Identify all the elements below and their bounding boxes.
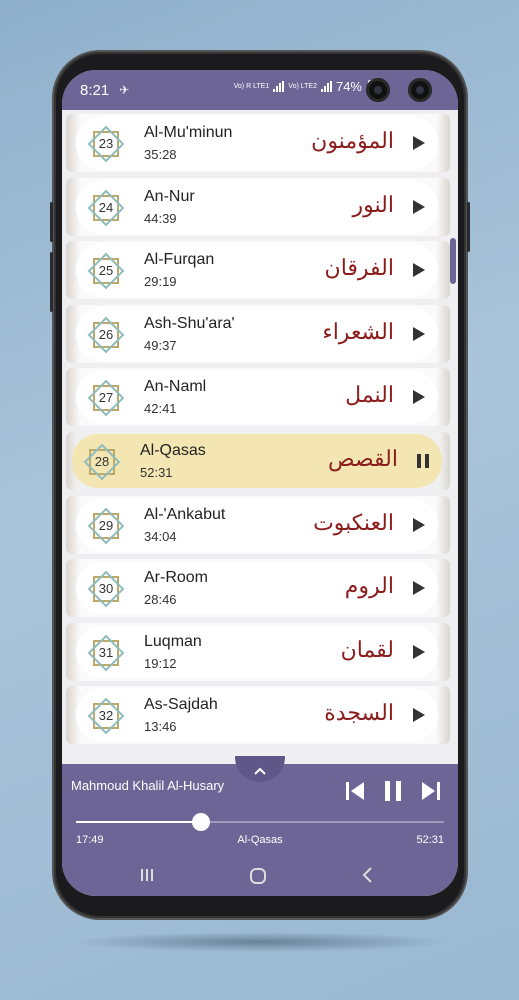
surah-arabic-name: القصص <box>328 447 398 472</box>
surah-name: Ar-Room <box>144 569 209 587</box>
power-button <box>467 202 470 252</box>
play-icon[interactable] <box>412 707 426 723</box>
surah-number: 31 <box>98 644 114 660</box>
surah-name: Al-'Ankabut <box>144 505 226 523</box>
surah-duration: 19:12 <box>144 655 177 671</box>
surah-duration: 44:39 <box>144 210 177 226</box>
scrollbar[interactable] <box>450 238 456 284</box>
surah-duration: 35:28 <box>144 147 177 162</box>
surah-number: 32 <box>98 708 114 724</box>
surah-card[interactable] <box>76 116 438 170</box>
surah-card[interactable] <box>76 498 438 552</box>
volume-button <box>50 202 53 242</box>
surah-duration: 28:46 <box>144 592 177 608</box>
surah-name: As-Sajdah <box>144 696 218 714</box>
surah-name: An-Naml <box>144 378 207 396</box>
surah-number-badge <box>86 696 126 736</box>
surah-arabic-name: السجدة <box>324 701 394 727</box>
surah-number-badge <box>86 378 126 418</box>
surah-number: 26 <box>98 326 114 342</box>
surah-duration: 49:37 <box>144 337 177 353</box>
list-item[interactable] <box>66 559 450 617</box>
chevron-up-icon[interactable] <box>253 766 267 776</box>
surah-card[interactable] <box>76 625 438 679</box>
play-icon[interactable] <box>412 389 426 405</box>
surah-name: Al-Qasas <box>140 442 206 459</box>
signal-icon-2 <box>321 81 332 92</box>
surah-number-badge <box>86 315 126 355</box>
system-nav-bar <box>62 858 458 896</box>
notification-icon: ✈ <box>119 83 130 97</box>
surah-list[interactable] <box>62 110 458 764</box>
surah-arabic-name: الروم <box>344 574 394 600</box>
surah-arabic-name: العنكبوت <box>313 510 394 536</box>
surah-arabic-name: المؤمنون <box>311 129 394 154</box>
surah-name: Ash-Shu'ara' <box>144 314 235 332</box>
surah-arabic-name: الفرقان <box>324 256 394 282</box>
surah-number-badge <box>86 506 126 546</box>
play-icon[interactable] <box>412 644 426 660</box>
surah-duration: 29:19 <box>144 274 177 290</box>
list-item[interactable] <box>66 623 450 681</box>
surah-number: 23 <box>98 136 114 151</box>
surah-number-badge <box>82 442 122 482</box>
surah-number: 29 <box>98 517 114 533</box>
surah-card[interactable] <box>76 561 438 615</box>
surah-duration: 34:04 <box>144 528 177 544</box>
surah-card[interactable] <box>76 180 438 234</box>
surah-duration: 52:31 <box>140 465 173 480</box>
surah-duration: 13:46 <box>144 719 177 735</box>
play-icon[interactable] <box>412 326 426 342</box>
play-icon[interactable] <box>412 199 426 215</box>
surah-card[interactable] <box>76 243 438 297</box>
play-icon[interactable] <box>412 580 426 596</box>
player-bar <box>62 764 458 896</box>
front-camera-2 <box>408 78 432 102</box>
skip-next-icon[interactable] <box>420 780 442 802</box>
surah-number: 27 <box>98 390 114 406</box>
list-item[interactable] <box>66 178 450 236</box>
signal-icon <box>273 81 284 92</box>
list-item[interactable] <box>66 686 450 744</box>
phone-shadow <box>70 932 450 952</box>
surah-arabic-name: النمل <box>345 383 394 409</box>
surah-arabic-name: لقمان <box>340 637 394 663</box>
seek-bar[interactable] <box>76 821 444 823</box>
play-icon[interactable] <box>412 517 426 533</box>
reciter-name: Mahmoud Khalil Al-Husary <box>71 778 225 793</box>
home-icon[interactable] <box>248 866 268 886</box>
status-bar <box>62 70 458 110</box>
surah-arabic-name: النور <box>352 192 394 218</box>
play-icon[interactable] <box>412 262 426 278</box>
surah-arabic-name: الشعراء <box>322 319 394 345</box>
pause-icon[interactable] <box>382 780 404 802</box>
play-icon[interactable] <box>412 135 426 151</box>
seek-progress <box>76 821 201 823</box>
track-title: Al-Qasas <box>237 834 283 846</box>
back-icon[interactable] <box>360 866 376 884</box>
skip-previous-icon[interactable] <box>344 780 366 802</box>
surah-number-badge <box>86 188 126 228</box>
list-item[interactable] <box>66 496 450 554</box>
surah-number: 28 <box>94 454 110 469</box>
recents-icon[interactable] <box>138 866 156 884</box>
surah-card[interactable] <box>72 434 442 488</box>
screen <box>62 70 458 896</box>
surah-card[interactable] <box>76 370 438 424</box>
network-label-2: Vo) LTE2 <box>288 83 317 90</box>
surah-name: Al-Mu'minun <box>144 124 233 141</box>
status-time: 8:21 <box>80 81 110 99</box>
surah-name: An-Nur <box>144 187 195 205</box>
total-time: 52:31 <box>416 834 444 846</box>
list-item[interactable] <box>66 114 450 172</box>
surah-number-badge <box>86 569 126 609</box>
surah-name: Luqman <box>144 632 202 650</box>
surah-card[interactable] <box>76 688 438 742</box>
surah-number: 30 <box>98 581 114 597</box>
pause-icon[interactable] <box>416 453 430 469</box>
surah-number-badge <box>86 633 126 673</box>
surah-card[interactable] <box>76 307 438 361</box>
volume-button-2 <box>50 252 53 312</box>
surah-number-badge <box>86 124 126 164</box>
surah-name: Al-Furqan <box>144 251 215 269</box>
surah-duration: 42:41 <box>144 401 177 417</box>
list-item[interactable] <box>66 241 450 299</box>
elapsed-time: 17:49 <box>76 834 104 846</box>
list-item[interactable] <box>66 368 450 426</box>
front-camera <box>366 78 390 102</box>
surah-number: 25 <box>98 263 114 279</box>
list-item[interactable] <box>66 432 450 490</box>
surah-number-badge <box>86 251 126 291</box>
battery-percent: 74% <box>335 79 362 94</box>
network-label-1: Vo) R LTE1 <box>233 83 270 90</box>
surah-number: 24 <box>98 199 114 215</box>
seek-thumb[interactable] <box>192 813 210 831</box>
list-item[interactable] <box>66 305 450 363</box>
